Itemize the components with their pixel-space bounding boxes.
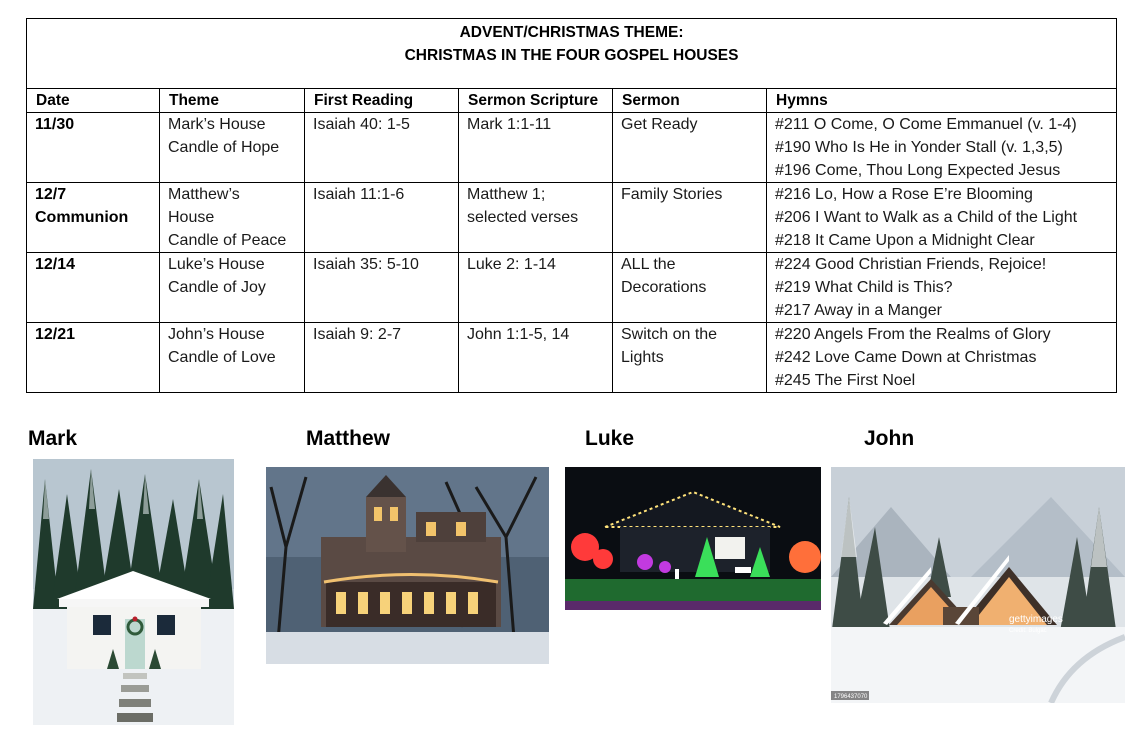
cell-line: 12/7 [35,186,67,203]
gospel-label-mark: Mark [28,427,78,450]
cell-line: Isaiah 9: 2-7 [313,326,402,343]
sermon-cell [613,183,767,253]
header-date: Date [27,89,160,113]
cell-line: Luke’s House [168,256,265,273]
schedule-table [26,18,1117,393]
first-reading-cell [305,253,459,323]
header-first-reading: First Reading [305,89,459,113]
table-title [27,19,1117,89]
sermon-cell [613,113,767,183]
cell-line: Switch on the [621,326,718,343]
hymn-line: #211 O Come, O Come Emmanuel (v. 1-4) [775,116,1077,133]
table-row [27,253,1117,323]
gospel-label-john: John [864,427,915,450]
date-cell [27,183,160,253]
hymns-cell [767,183,1117,253]
hymn-line: #206 I Want to Walk as a Child of the Light [775,209,1078,226]
cell-line: Get Ready [621,116,698,133]
cell-line: Matthew 1; [467,186,546,203]
hymn-line: #216 Lo, How a Rose E’re Blooming [775,186,1033,203]
theme-cell [160,323,305,393]
hymn-line: #217 Away in a Manger [775,302,942,319]
cell-line: selected verses [467,209,579,226]
header-sermon: Sermon [613,89,767,113]
matthew-house-photo [266,467,549,664]
hymn-line: #218 It Came Upon a Midnight Clear [775,232,1035,249]
date-cell [27,113,160,183]
hymns-cell [767,253,1117,323]
hymn-line: #219 What Child is This? [775,279,953,296]
cell-line: Decorations [621,279,707,296]
hymns-cell [767,323,1117,393]
cell-line: Communion [35,209,129,226]
hymn-line: #220 Angels From the Realms of Glory [775,326,1051,343]
mark-house-photo [33,459,234,725]
first-reading-cell [305,183,459,253]
theme-cell [160,183,305,253]
stock-id: 1796437070 [834,694,868,700]
header-theme: Theme [160,89,305,113]
sermon-cell [613,323,767,393]
date-cell [27,253,160,323]
title-line-2: CHRISTMAS IN THE FOUR GOSPEL HOUSES [404,47,739,64]
theme-cell [160,113,305,183]
cell-line: Mark 1:1-11 [467,116,552,133]
title-line-1: ADVENT/CHRISTMAS THEME: [459,24,684,41]
hymn-line: #224 Good Christian Friends, Rejoice! [775,256,1047,273]
cell-line: Isaiah 40: 1-5 [313,116,410,133]
cell-line: 11/30 [35,116,75,133]
cell-line: Matthew’s [168,186,240,203]
table-row [27,183,1117,253]
cell-line: Isaiah 35: 5-10 [313,256,419,273]
cell-line: John’s House [168,326,265,343]
theme-cell [160,253,305,323]
sermon-scripture-cell [459,323,613,393]
cell-line: Candle of Hope [168,139,280,156]
cell-line: Luke 2: 1-14 [467,256,556,273]
first-reading-cell [305,323,459,393]
cell-line: Family Stories [621,186,723,203]
cell-line: 12/14 [35,256,76,273]
hymn-line: #242 Love Came Down at Christmas [775,349,1037,366]
table-row [27,323,1117,393]
cell-line: Candle of Love [168,349,276,366]
header-hymns: Hymns [767,89,1117,113]
sermon-scripture-cell [459,183,613,253]
hymn-line: #196 Come, Thou Long Expected Jesus [775,162,1061,179]
cell-line: 12/21 [35,326,76,343]
cell-line: House [168,209,215,226]
cell-line: Isaiah 11:1-6 [313,186,405,203]
getty-watermark: gettyimages [1009,614,1063,625]
hymn-line: #245 The First Noel [775,372,916,389]
luke-house-photo [565,467,821,610]
sermon-cell [613,253,767,323]
gospel-label-matthew: Matthew [306,427,390,450]
first-reading-cell [305,113,459,183]
hymn-line: #190 Who Is He in Yonder Stall (v. 1,3,5) [775,139,1063,156]
cell-line: Candle of Joy [168,279,266,296]
header-row [27,89,1117,113]
hymns-cell [767,113,1117,183]
cell-line: ALL the [621,256,676,273]
cell-line: Candle of Peace [168,232,287,249]
cell-line: John 1:1-5, 14 [467,326,570,343]
cell-line: Mark’s House [168,116,266,133]
sermon-scripture-cell [459,253,613,323]
getty-credit: Credit: Bulgac [1009,628,1047,634]
john-house-photo [831,467,1125,703]
sermon-scripture-cell [459,113,613,183]
cell-line: Lights [621,349,664,366]
table-row [27,113,1117,183]
date-cell [27,323,160,393]
gospel-label-luke: Luke [585,427,635,450]
header-sermon-scripture: Sermon Scripture [459,89,613,113]
